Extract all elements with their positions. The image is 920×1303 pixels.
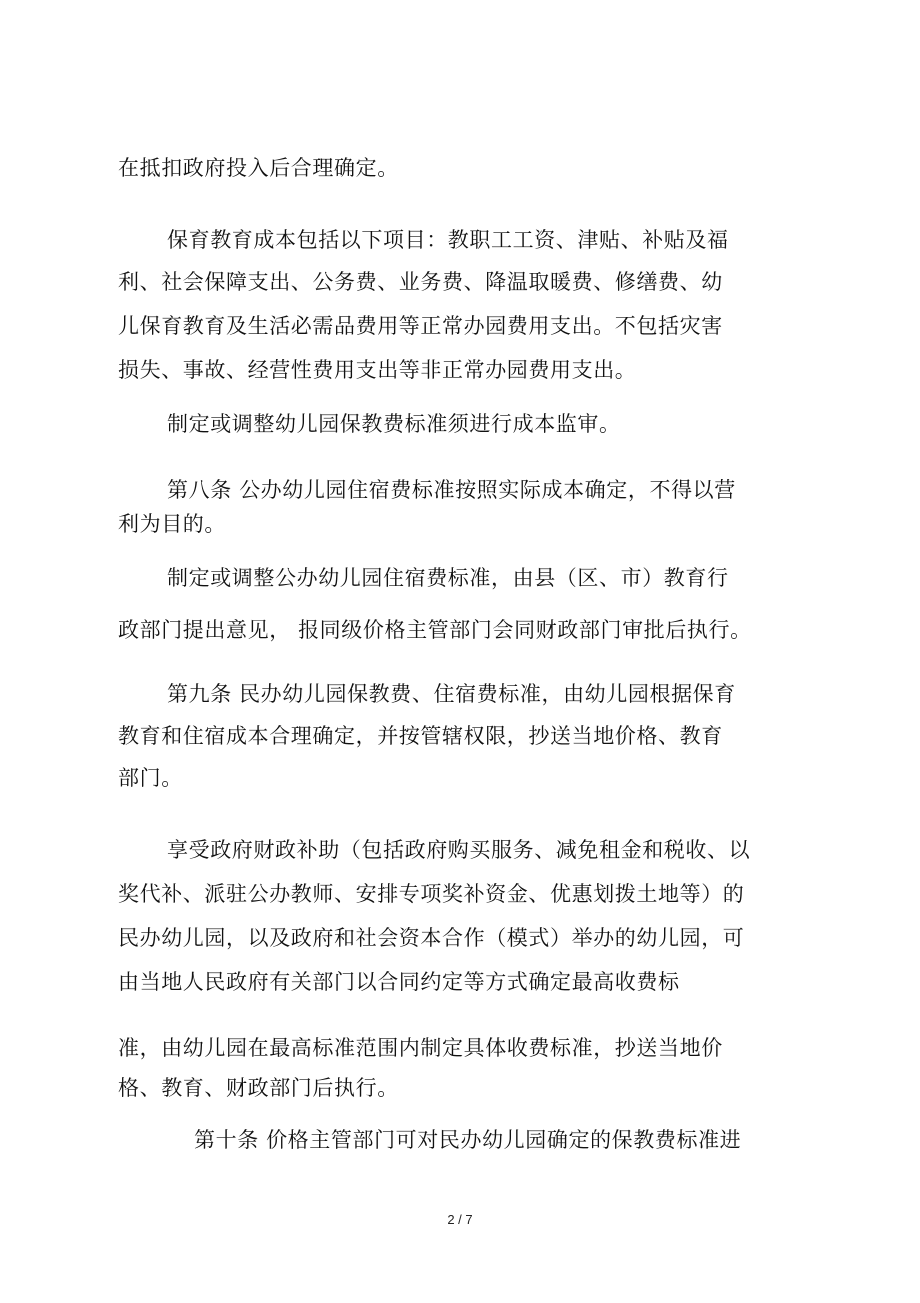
body-line: 儿保育教育及生活必需品费用等正常办园费用支出。不包括灾害 — [118, 314, 723, 338]
body-line: 损失、事故、经营性费用支出等非正常办园费用支出。 — [118, 358, 637, 382]
body-line: 制定或调整公办幼儿园住宿费标准，由县（区、市）教育行 — [167, 566, 729, 590]
body-line: 第九条 民办幼儿园保教费、住宿费标准，由幼儿园根据保育 — [167, 682, 736, 706]
body-line: 由当地人民政府有关部门以合同约定等方式确定最高收费标 — [118, 970, 680, 994]
body-line: 准，由幼儿园在最高标准范围内制定具体收费标准，抄送当地价 — [118, 1036, 723, 1060]
body-line: 第十条 价格主管部门可对民办幼儿园确定的保教费标准进 — [194, 1128, 742, 1152]
body-line: 制定或调整幼儿园保教费标准须进行成本监审。 — [167, 412, 621, 436]
body-line: 格、教育、财政部门后执行。 — [118, 1076, 399, 1100]
body-line: 在抵扣政府投入后合理确定。 — [118, 156, 399, 180]
body-line: 利、社会保障支出、公务费、业务费、降温取暖费、修缮费、幼 — [118, 270, 723, 294]
body-line: 政部门提出意见， 报同级价格主管部门会同财政部门审批后执行。 — [118, 618, 752, 642]
page-number: 2 / 7 — [447, 1212, 473, 1227]
body-line: 部门。 — [118, 766, 183, 790]
body-line: 第八条 公办幼儿园住宿费标准按照实际成本确定，不得以营 — [167, 478, 736, 502]
body-line: 教育和住宿成本合理确定，并按管辖权限，抄送当地价格、教育 — [118, 724, 723, 748]
body-line: 保育教育成本包括以下项目：教职工工资、津贴、补贴及福 — [167, 228, 729, 252]
body-line: 民办幼儿园，以及政府和社会资本合作（模式）举办的幼儿园，可 — [118, 926, 745, 950]
body-line: 享受政府财政补助（包括政府购买服务、减免租金和税收、以 — [167, 838, 751, 862]
body-line: 奖代补、派驻公办教师、安排专项奖补资金、优惠划拨土地等）的 — [118, 882, 745, 906]
body-line: 利为目的。 — [118, 512, 226, 536]
